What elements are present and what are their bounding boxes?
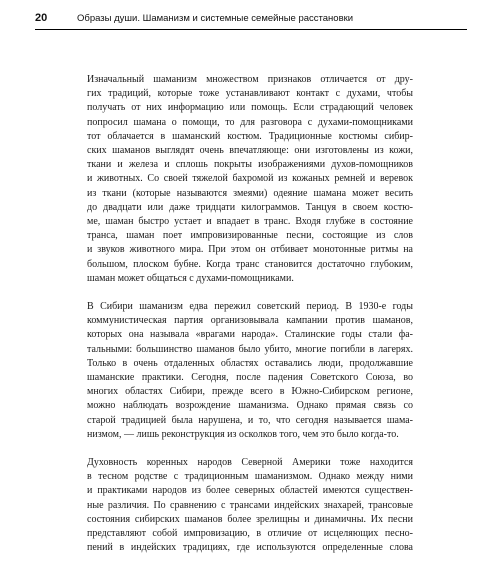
text-line: Изначальный шаманизм множеством признаков отличается от дру- bbox=[87, 74, 413, 85]
text-line: старой традицией была нарушена, и то, что сегодня называется шама- bbox=[87, 414, 413, 426]
running-header bbox=[35, 9, 467, 30]
page-number: 20 bbox=[35, 12, 48, 24]
text-line: многих областях Сибири, прежде всего в Южно-Сибирском регионе, bbox=[87, 386, 413, 398]
text-line: пений в индейских традициях, где используются определенные слова bbox=[87, 542, 413, 554]
body-text bbox=[87, 73, 413, 570]
text-line: ских шаманов выглядят очень впечатляюще: они изготовлены из кожи, bbox=[87, 145, 413, 157]
text-line: шаманские практики. Сегодня, после падения Советского Союза, во bbox=[87, 372, 413, 384]
text-line: ткани и железа и сплошь покрыты изображениями духов-помощников bbox=[87, 159, 413, 171]
text-line: и звуков животного мира. При этом он отбивает монотонные ритмы на bbox=[87, 244, 413, 256]
text-line: до двадцати или даже тридцати килограммов. Танцуя в своем костю- bbox=[87, 201, 413, 213]
text-line: тальными: большинство шаманов было убито, многие погибли в лагерях. bbox=[87, 343, 413, 355]
text-line: ме, шаман быстро устает и впадает в транс. Входя глубже в состояние bbox=[87, 216, 413, 228]
text-line: и животных. Со своей тяжелой бахромой из кожаных ремней и веревок bbox=[87, 173, 413, 185]
text-line: Только в очень отдаленных областях оставались люди, продолжавшие bbox=[87, 357, 413, 369]
paragraph bbox=[87, 300, 413, 442]
text-line: получать от них информацию или помощь. Если страдающий человек bbox=[87, 102, 413, 114]
text-line: Духовность коренных народов Северной Америки тоже находится bbox=[87, 457, 413, 469]
running-title: Образы души. Шаманизм и системные семейные расстановки bbox=[77, 13, 354, 24]
text-line: в тесном родстве с традиционным шаманизмом. Однако между ними bbox=[87, 471, 413, 483]
text-line: которых она называла «врагами народа». Сталинские годы стали фа- bbox=[87, 329, 413, 341]
text-line: из ткани (которые называются змеями) одеяние шамана может весить bbox=[87, 187, 413, 199]
text-line: гих традиций, которые тоже устанавливают контакт с духами, чтобы bbox=[87, 88, 413, 100]
text-line: шаман может общаться с духами-помощниками. bbox=[87, 272, 294, 284]
text-line: можно наблюдать возрождение шаманизма. Однако прямая связь со bbox=[87, 400, 413, 412]
text-line: попросил шамана о помощи, то для разговора с духами-помощниками bbox=[87, 116, 413, 128]
text-line: тот облачается в шаманский костюм. Традиционные костюмы сибир- bbox=[87, 130, 413, 142]
text-line: представляют собой импровизацию, в отличие от исцеляющих песно- bbox=[87, 528, 413, 540]
paragraph bbox=[87, 73, 413, 286]
text-line: В Сибири шаманизм едва пережил советский период. В 1930-е годы bbox=[87, 301, 413, 313]
text-line: ные различия. По сравнению с трансами индейских знахарей, трансовые bbox=[87, 499, 413, 511]
text-line: и практиками народов из более северных областей имеются существен- bbox=[87, 485, 413, 497]
text-line: низмом, — лишь реконструкция из осколков того, чем это было когда-то. bbox=[87, 428, 399, 440]
text-line: транса, шаман поет импровизированные песни, состоящие из слов bbox=[87, 230, 413, 242]
text-line: состояния сибирских шаманов более зрелищны и динамичны. Их песни bbox=[87, 513, 413, 525]
text-line: коммунистическая партия организовывала кампании против шаманов, bbox=[87, 315, 413, 327]
paragraph bbox=[87, 456, 413, 555]
text-line: большом, плоском бубне. Когда транс становится достаточно глубоким, bbox=[87, 258, 413, 270]
